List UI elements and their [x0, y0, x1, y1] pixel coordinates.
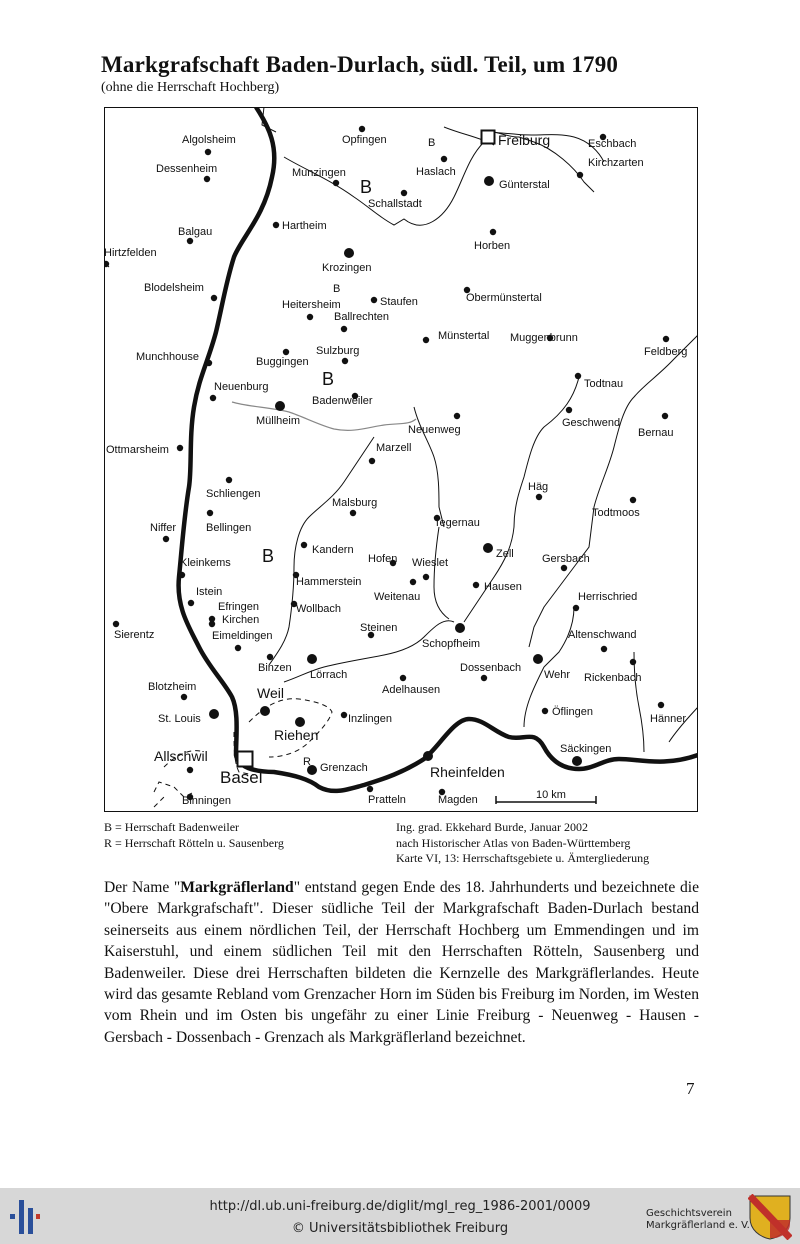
- org-line-1: Geschichtsverein: [646, 1208, 732, 1219]
- place-marker-st-louis: [209, 709, 219, 719]
- place-label-hirtzfelden: Hirtzfelden: [104, 247, 157, 259]
- territory-label-b: B: [360, 177, 373, 197]
- place-marker-allschwil: [187, 767, 193, 773]
- place-label-ottmarsheim: Ottmarsheim: [106, 444, 169, 456]
- place-label-säckingen: Säckingen: [560, 743, 612, 755]
- place-marker-schliengen: [226, 477, 232, 483]
- place-marker-munzingen: [333, 180, 339, 186]
- org-line-2: Markgräflerland e. V.: [646, 1220, 750, 1231]
- place-marker-niffer: [163, 536, 169, 542]
- place-label-münstertal: Münstertal: [438, 330, 490, 342]
- place-marker-dossenbach: [481, 675, 487, 681]
- place-marker-ottmarsheim: [177, 445, 183, 451]
- place-label-allschwil: Allschwil: [154, 748, 208, 764]
- place-label-rickenbach: Rickenbach: [584, 672, 642, 684]
- place-label-sierentz: Sierentz: [114, 629, 155, 641]
- place-label-krozingen: Krozingen: [322, 262, 372, 274]
- place-label-geschwend: Geschwend: [562, 417, 621, 429]
- place-label-lörrach: Lörrach: [310, 669, 348, 681]
- place-label-weil: Weil: [257, 685, 284, 701]
- place-label-dessenheim: Dessenheim: [156, 163, 218, 175]
- place-marker-sulzburg: [342, 358, 348, 364]
- place-label-heitersheim: Heitersheim: [282, 299, 341, 311]
- page-subtitle: (ohne die Herrschaft Hochberg): [101, 80, 280, 95]
- place-marker-pratteln: [367, 786, 373, 792]
- place-label-schliengen: Schliengen: [206, 488, 261, 500]
- city-marker-freiburg: [482, 131, 495, 144]
- place-marker-rheinfelden: [423, 751, 433, 761]
- place-label-todtnau: Todtnau: [584, 378, 624, 390]
- place-marker-rickenbach: [630, 659, 636, 665]
- place-label-magden: Magden: [438, 794, 478, 806]
- place-label-herrischried: Herrischried: [578, 591, 638, 603]
- place-marker-bernau: [662, 413, 668, 419]
- place-label-wehr: Wehr: [544, 669, 571, 681]
- place-marker-müllheim: [275, 401, 285, 411]
- place-marker-todtmoos: [630, 497, 636, 503]
- place-marker-eimeldingen: [235, 645, 241, 651]
- map-credits: [396, 820, 649, 867]
- place-label-öflingen: Öflingen: [552, 706, 593, 718]
- page-number: 7: [686, 1079, 695, 1098]
- place-marker-häg: [536, 494, 542, 500]
- place-marker-dessenheim: [204, 176, 210, 182]
- place-label-tegernau: Tegernau: [434, 517, 480, 529]
- place-marker-heitersheim: [307, 314, 313, 320]
- place-marker-horben: [490, 229, 496, 235]
- body-paragraph: [104, 877, 699, 1048]
- bold-term: Markgräflerland: [180, 879, 294, 896]
- place-marker-wehr: [533, 654, 543, 664]
- place-marker-riehen: [295, 717, 305, 727]
- place-label-blotzheim: Blotzheim: [148, 681, 197, 693]
- place-marker-öflingen: [542, 708, 548, 714]
- place-label-balgau: Balgau: [178, 226, 213, 238]
- place-label-buggingen: Buggingen: [256, 356, 309, 368]
- place-marker-staufen: [371, 297, 377, 303]
- place-label-badenweiler: Badenweiler: [312, 395, 373, 407]
- place-marker-istein: [188, 600, 194, 606]
- place-marker-weitenau: [410, 579, 416, 585]
- place-marker-binzen: [267, 654, 273, 660]
- footer-copyright: © Universitätsbibliothek Freiburg: [291, 1221, 509, 1236]
- place-label-horben: Horben: [474, 240, 511, 252]
- historical-map: [104, 107, 698, 812]
- place-marker-geschwend: [566, 407, 572, 413]
- place-label-schallstadt: Schallstadt: [368, 198, 422, 210]
- place-label-haslach: Haslach: [416, 166, 456, 178]
- place-marker-haslach: [441, 156, 447, 162]
- city-marker-basel: [238, 752, 253, 767]
- place-label-efringen: Efringen: [218, 601, 259, 613]
- place-label-sulzburg: Sulzburg: [316, 345, 360, 357]
- place-label-kirchzarten: Kirchzarten: [588, 157, 644, 169]
- place-label-neuenburg: Neuenburg: [214, 381, 269, 393]
- place-marker-opfingen: [359, 126, 365, 132]
- place-label-ballrechten: Ballrechten: [334, 311, 390, 323]
- place-label-binningen: Binningen: [182, 795, 231, 807]
- place-label-riehen: Riehen: [274, 727, 319, 743]
- place-label-weitenau: Weitenau: [374, 591, 421, 603]
- place-label-algolsheim: Algolsheim: [182, 134, 236, 146]
- coat-of-arms-icon: [748, 1194, 792, 1240]
- place-marker-hausen: [473, 582, 479, 588]
- place-marker-gersbach: [561, 565, 567, 571]
- place-marker-sierentz: [113, 621, 119, 627]
- place-marker-blotzheim: [181, 694, 187, 700]
- map-legend: [104, 820, 284, 851]
- place-marker-krozingen: [344, 248, 354, 258]
- place-marker-herrischried: [573, 605, 579, 611]
- credit-source: nach Historischer Atlas von Baden-Württemberg: [396, 835, 631, 850]
- legend-r: R = Herrschaft Rötteln u. Sausenberg: [104, 835, 284, 850]
- territory-label-b: B: [333, 283, 341, 295]
- place-label-istein: Istein: [196, 586, 223, 598]
- place-label-feldberg: Feldberg: [644, 346, 688, 358]
- place-marker-lörrach: [307, 654, 317, 664]
- place-label-opfingen: Opfingen: [342, 134, 387, 146]
- place-label-kirchen: Kirchen: [222, 614, 260, 626]
- legend-b: B = Herrschaft Badenweiler: [104, 820, 240, 834]
- place-label-todtmoos: Todtmoos: [592, 507, 640, 519]
- place-marker-münstertal: [423, 337, 429, 343]
- place-marker-balgau: [187, 238, 193, 244]
- territory-label-r: R: [303, 756, 311, 768]
- place-label-müllheim: Müllheim: [256, 415, 301, 427]
- place-label-basel: Basel: [220, 768, 263, 787]
- place-label-munzingen: Munzingen: [292, 167, 346, 179]
- place-label-häg: Häg: [528, 481, 549, 493]
- svg-text:10 km: 10 km: [536, 789, 566, 801]
- place-label-schopfheim: Schopfheim: [422, 638, 481, 650]
- place-marker-kirchzarten: [577, 172, 583, 178]
- page-title: Markgrafschaft Baden-Durlach, südl. Teil, um 1790: [101, 52, 619, 77]
- territory-label-b: B: [262, 546, 275, 566]
- place-marker-malsburg: [350, 510, 356, 516]
- place-label-eimeldingen: Eimeldingen: [212, 630, 273, 642]
- footer-url-link[interactable]: http://dl.ub.uni-freiburg.de/diglit/mgl_reg_1986-2001/0009: [209, 1199, 591, 1214]
- place-label-freiburg: Freiburg: [498, 132, 551, 148]
- place-label-adelhausen: Adelhausen: [382, 684, 441, 696]
- place-label-staufen: Staufen: [380, 296, 418, 308]
- place-label-st-louis: St. Louis: [158, 713, 201, 725]
- place-marker-ballrechten: [341, 326, 347, 332]
- intro-text: Der Name ": [104, 879, 181, 896]
- place-marker-feldberg: [663, 336, 669, 342]
- place-label-rheinfelden: Rheinfelden: [430, 764, 505, 780]
- place-marker-marzell: [369, 458, 375, 464]
- place-label-gersbach: Gersbach: [542, 553, 590, 565]
- place-label-wieslet: Wieslet: [412, 557, 449, 569]
- place-label-inzlingen: Inzlingen: [348, 713, 393, 725]
- place-marker-altenschwand: [601, 646, 607, 652]
- footer-bar: [0, 1188, 800, 1244]
- place-marker-neuenweg: [454, 413, 460, 419]
- place-marker-inzlingen: [341, 712, 347, 718]
- place-marker-kandern: [301, 542, 307, 548]
- footer-org: [646, 1208, 750, 1232]
- place-label-blodelsheim: Blodelsheim: [144, 282, 204, 294]
- credit-author: Ing. grad. Ekkehard Burde, Januar 2002: [396, 820, 588, 834]
- place-label-binzen: Binzen: [258, 662, 292, 674]
- place-label-hammerstein: Hammerstein: [296, 576, 362, 588]
- place-marker-hänner: [658, 702, 664, 708]
- place-marker-bellingen: [207, 510, 213, 516]
- place-label-zell: Zell: [496, 548, 514, 560]
- place-marker-blodelsheim: [211, 295, 217, 301]
- place-marker-hartheim: [273, 222, 279, 228]
- place-label-obermünstertal: Obermünstertal: [466, 292, 542, 304]
- place-label-hänner: Hänner: [650, 713, 687, 725]
- place-marker-wieslet: [423, 574, 429, 580]
- place-marker-schopfheim: [455, 623, 465, 633]
- place-label-kandern: Kandern: [312, 544, 354, 556]
- place-marker-weil: [260, 706, 270, 716]
- place-label-kleinkems: Kleinkems: [180, 557, 231, 569]
- place-label-grenzach: Grenzach: [320, 762, 368, 774]
- place-label-wollbach: Wollbach: [296, 603, 342, 615]
- place-label-dossenbach: Dossenbach: [460, 662, 522, 674]
- place-marker-zell: [483, 543, 493, 553]
- place-label-munchhouse: Munchhouse: [136, 351, 199, 363]
- place-label-günterstal: Günterstal: [499, 179, 550, 191]
- place-marker-adelhausen: [400, 675, 406, 681]
- place-marker-munchhouse: [206, 360, 212, 366]
- place-label-altenschwand: Altenschwand: [568, 629, 637, 641]
- place-marker-kleinkems: [179, 572, 185, 578]
- paragraph-text: " entstand gegen Ende des 18. Jahrhunderts und bezeichnete die "Obere Markgrafschaft". Dieser südliche Teil der Markgrafschaft Baden-Durlach bestand seinerseits aus einem nördlichen Teil, der Herrschaft Hochberg um Emmendingen und im Kaiserstuhl, und einem südlichen Teil mit den Herrschaften Rötteln, Sausenberg und Badenweiler. Diese drei Herrschaften bildeten die Kernzelle des Markgräflerlandes. Heute wird das gesamte Rebland vom Grenzacher Horn im Süden bis Freiburg im Norden, im Westen vom Rhein und im Osten bis ungefähr zu einer Linie Freiburg - Neuenweg - Hausen - Gersbach - Dossenbach - Grenzach als Markgräflerland bezeichnet.: [104, 879, 699, 1046]
- place-label-pratteln: Pratteln: [368, 794, 406, 806]
- territory-label-b: B: [322, 369, 335, 389]
- map-frame: [105, 108, 698, 812]
- place-label-neuenweg: Neuenweg: [408, 424, 461, 436]
- place-label-muggenbrunn: Muggenbrunn: [510, 332, 578, 344]
- place-label-steinen: Steinen: [360, 622, 398, 634]
- place-label-malsburg: Malsburg: [332, 497, 378, 509]
- place-label-hofen: Hofen: [368, 553, 398, 565]
- place-marker-kirchen: [209, 621, 215, 627]
- place-label-niffer: Niffer: [150, 522, 177, 534]
- place-label-b: B: [428, 137, 436, 149]
- credit-map: Karte VI, 13: Herrschaftsgebiete u. Ämtergliederung: [396, 851, 650, 865]
- place-marker-schallstadt: [401, 190, 407, 196]
- place-label-bernau: Bernau: [638, 427, 674, 439]
- place-marker-todtnau: [575, 373, 581, 379]
- place-marker-säckingen: [572, 756, 582, 766]
- place-label-marzell: Marzell: [376, 442, 412, 454]
- place-label-hausen: Hausen: [484, 581, 522, 593]
- place-marker-algolsheim: [205, 149, 211, 155]
- place-marker-günterstal: [484, 176, 494, 186]
- place-marker-buggingen: [283, 349, 289, 355]
- place-label-hartheim: Hartheim: [282, 220, 327, 232]
- place-label-bellingen: Bellingen: [206, 522, 252, 534]
- place-label-eschbach: Eschbach: [588, 138, 637, 150]
- place-marker-neuenburg: [210, 395, 216, 401]
